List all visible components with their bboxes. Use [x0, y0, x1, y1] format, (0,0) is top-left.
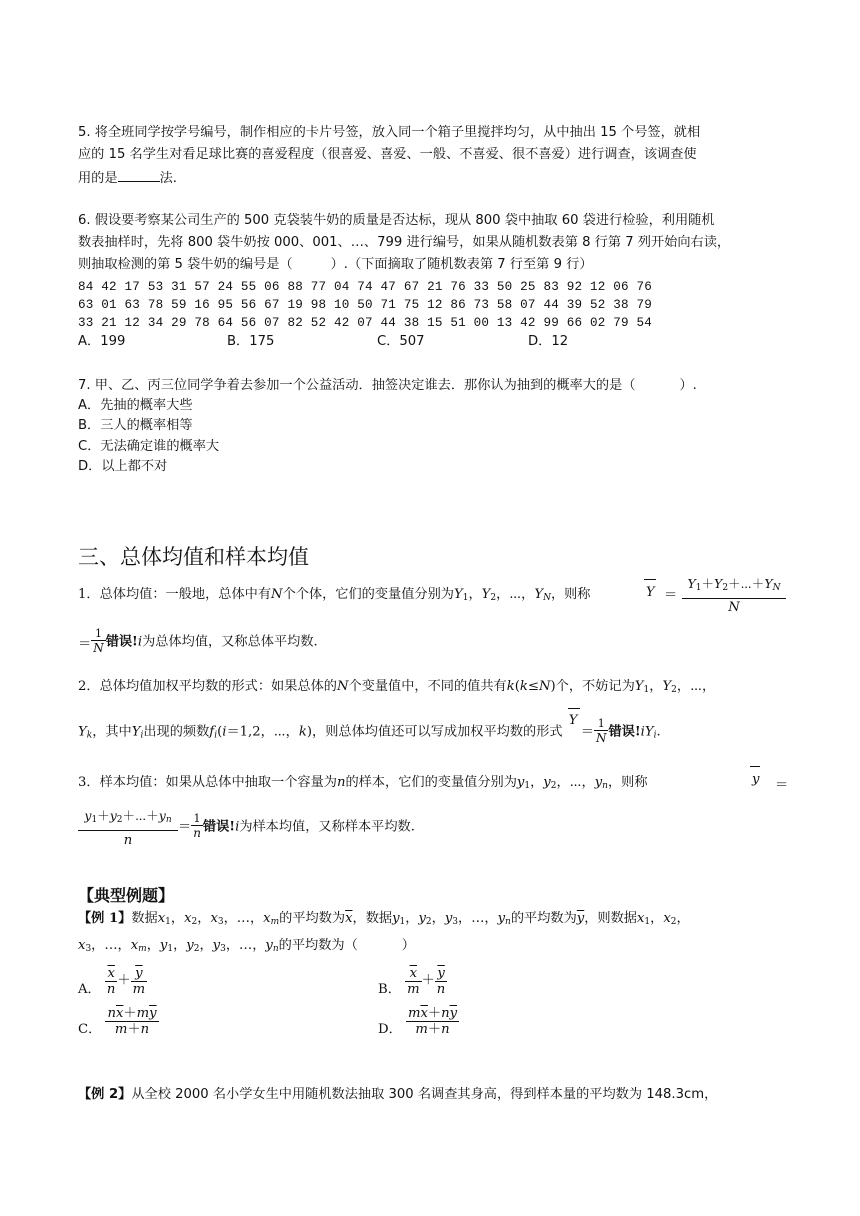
- p2-text-d: ，其中: [92, 724, 132, 740]
- equals-sign: ＝: [664, 588, 678, 603]
- q7-option-d[interactable]: D．以上都不对: [78, 459, 168, 474]
- q5-line-3-post: 法.: [159, 171, 177, 186]
- opt-c-label: C．: [78, 1022, 102, 1037]
- example-1-label: 【例 1】: [78, 911, 132, 926]
- p3-text-d: 为样本均值，又称样本平均数.: [239, 819, 415, 835]
- example-1-option-b[interactable]: B． $\frac{\overline{x}}{m}$ ＋ $\frac{\overline{y}}{n}$: [378, 966, 446, 997]
- random-table-row-9: 33 21 12 34 29 78 64 56 07 82 52 42 07 44 38 15 51 00 13 42 99 66 02 79 54: [78, 316, 653, 330]
- example-1-line-1: 【例 1】数据$x_1$，$x_2$，$x_3$，…，$x_m$的平均数为$\overline{x}$，数据$y_1$，$y_2$，$y_3$，…，$y_n$的平均数为$\overline{y}$，则数据$x_1$，$x_2$，: [78, 911, 690, 927]
- q6-option-c[interactable]: C．507: [377, 334, 425, 349]
- q6-line-1: 6. 假设要考察某公司生产的 500 克袋装牛奶的质量是否达标，现从 800 袋中抽取 60 袋进行检验，利用随机: [78, 213, 715, 228]
- q5-line-2: 应的 15 名学生对看足球比赛的喜爱程度（很喜爱、喜爱、一般、不喜爱、很不喜爱）进行调查，该调查使: [78, 147, 697, 162]
- q7-option-b[interactable]: B．三人的概率相等: [78, 418, 193, 433]
- random-table-row-7: 84 42 17 53 31 57 24 55 06 88 77 04 74 47 67 21 76 33 50 25 83 92 12 06 76: [78, 280, 653, 294]
- examples-title: 【典型例题】: [78, 886, 175, 905]
- q6-line-3: [78, 256, 593, 274]
- p2-text-b: 个变量值中，不同的值共有: [348, 679, 507, 694]
- q6-option-b[interactable]: B．175: [227, 334, 275, 349]
- example-2-label: 【例 2】: [78, 1087, 132, 1102]
- q5-line-1: 5. 将全班同学按学号编号，制作相应的卡片号签，放入同一个箱子里搅拌均匀，从中抽出 15 个号签，就相: [78, 125, 701, 140]
- p1-text-a: 1．总体均值：一般地，总体中有: [78, 587, 272, 602]
- q6-option-d[interactable]: D．12: [528, 334, 569, 349]
- p1-text-c: ，则称: [550, 587, 591, 602]
- example-1-line-2: $x_3$，…，$x_m$，$y_1$，$y_2$，$y_3$，…，$y_n$的平均数为（ ）: [78, 938, 415, 954]
- error-text: 错误!: [105, 634, 138, 650]
- ex1-text-a: 数据: [131, 911, 158, 926]
- ex1-text-g: ）: [401, 938, 415, 953]
- q7-stem: [78, 377, 697, 395]
- ex1-text-f: 的平均数为（: [278, 938, 358, 953]
- p2-text-f: ，则总体均值还可以写成加权平均数的形式: [312, 724, 563, 740]
- ybar: $\overline{y}$: [576, 911, 585, 926]
- p1-text-b: 个个体，它们的变量值分别为: [282, 587, 454, 602]
- section-paragraph-1: 1．总体均值：一般地，总体中有N个个体，它们的变量值分别为$Y_1$，$Y_2$，⋯，$Y_N$，则称: [78, 587, 591, 603]
- q6-option-a[interactable]: A．199: [78, 334, 126, 349]
- q6-line-2: 数表抽样时，先将 800 袋牛奶按 000、001、…、799 进行编号，如果从随机数表第 8 行第 7 列开始向右读，: [78, 235, 731, 250]
- ybar-symbol-2: Y: [567, 718, 581, 736]
- random-table-row-8: 63 01 63 78 59 16 95 56 67 19 98 10 50 71 75 12 86 73 58 07 44 39 52 38 79: [78, 298, 653, 312]
- example-2-text: 从全校 2000 名小学女生中用随机数法抽取 300 名调查其身高，得到样本量的平均数为 148.3cm，: [131, 1087, 718, 1102]
- section-paragraph-2: 2．总体均值加权平均数的形式：如果总体的N个变量值中，不同的值共有k(k≤N)个，不妨记为$Y_1$，$Y_2$，⋯，: [78, 679, 716, 695]
- p3-text-b: 的样本，它们的变量值分别为: [345, 775, 517, 790]
- p2-text-c: 个，不妨记为: [555, 679, 635, 694]
- q5-line-3-pre: 用的是: [78, 171, 118, 186]
- p3-text-c: ，则称: [607, 775, 648, 790]
- section-paragraph-3-cont: ＝ $\frac{1}{n}$ 错误!i为样本均值，又称样本平均数.: [178, 812, 415, 840]
- q7-stem-pre: 7. 甲、乙、丙三位同学争着去参加一个公益活动．抽签决定谁去．那你认为抽到的概率大的是（: [78, 378, 636, 393]
- p1-text-d: 为总体均值，又称总体平均数.: [142, 634, 318, 650]
- example-1-option-d[interactable]: D． $\frac{m\overline{x}+n\overline{y}}{m+n}$: [378, 1006, 458, 1037]
- p3-text-a: 3．样本均值：如果从总体中抽取一个容量为: [78, 775, 337, 790]
- ex1-text-b: 的平均数为: [279, 911, 346, 926]
- q5-answer-blank[interactable]: [118, 168, 160, 182]
- equals-sign-2: ＝: [775, 778, 789, 793]
- section-paragraph-3: 3．样本均值：如果从总体中抽取一个容量为n的样本，它们的变量值分别为$y_1$，$y_2$，⋯，$y_n$，则称: [78, 775, 648, 791]
- opt-b-label: B．: [378, 982, 401, 997]
- q7-option-c[interactable]: C．无法确定谁的概率大: [78, 439, 220, 454]
- ex1-text-d: 的平均数为: [510, 911, 577, 926]
- q5-line-3: [78, 168, 177, 188]
- xbar: $\overline{x}$: [345, 911, 353, 926]
- section-paragraph-2-cont: $Y_k$，其中$Y_i$出现的频数$f_i(i=1,2$，⋯，k)，则总体均值还可以写成加权平均数的形式 Y ＝ $\frac{1}{N}$ 错误$!iY_i$.: [78, 718, 661, 746]
- opt-d-label: D．: [378, 1022, 402, 1037]
- example-1-option-a[interactable]: A． $\frac{\overline{x}}{n}$ ＋ $\frac{\overline{y}}{m}$: [78, 966, 146, 997]
- error-text-2: 错误!: [608, 724, 641, 740]
- section-paragraph-1-cont: ＝ $\frac{1}{N}$ 错误!i为总体均值，又称总体平均数.: [78, 627, 318, 655]
- q6-line-3-pre: 则抽取检测的第 5 袋牛奶的编号是（: [78, 257, 293, 272]
- q6-line-3-post: ）.（下面摘取了随机数表第 7 行至第 9 行）: [330, 257, 593, 272]
- p2-text-e: 出现的频数: [143, 724, 210, 740]
- population-mean-fraction: $Y_1+Y_2+\cdots+Y_N$ N: [682, 576, 786, 617]
- ex1-text-c: ，数据: [352, 911, 393, 926]
- p2-text-a: 2．总体均值加权平均数的形式：如果总体的: [78, 679, 337, 694]
- sample-mean-fraction: $y_1+y_2+\cdots+y_n$ n: [78, 808, 178, 851]
- section-title: 三、总体均值和样本均值: [78, 545, 309, 569]
- error-text-3: 错误!: [202, 819, 236, 835]
- q7-option-a[interactable]: A．先抽的概率大些: [78, 398, 193, 413]
- q7-stem-post: ）.: [679, 378, 697, 393]
- opt-a-label: A．: [78, 982, 101, 997]
- example-2-line-1: [78, 1086, 717, 1104]
- example-1-option-c[interactable]: C． $\frac{n\overline{x}+m\overline{y}}{m+n}$: [78, 1006, 157, 1037]
- ex1-text-e: ，则数据: [584, 911, 637, 926]
